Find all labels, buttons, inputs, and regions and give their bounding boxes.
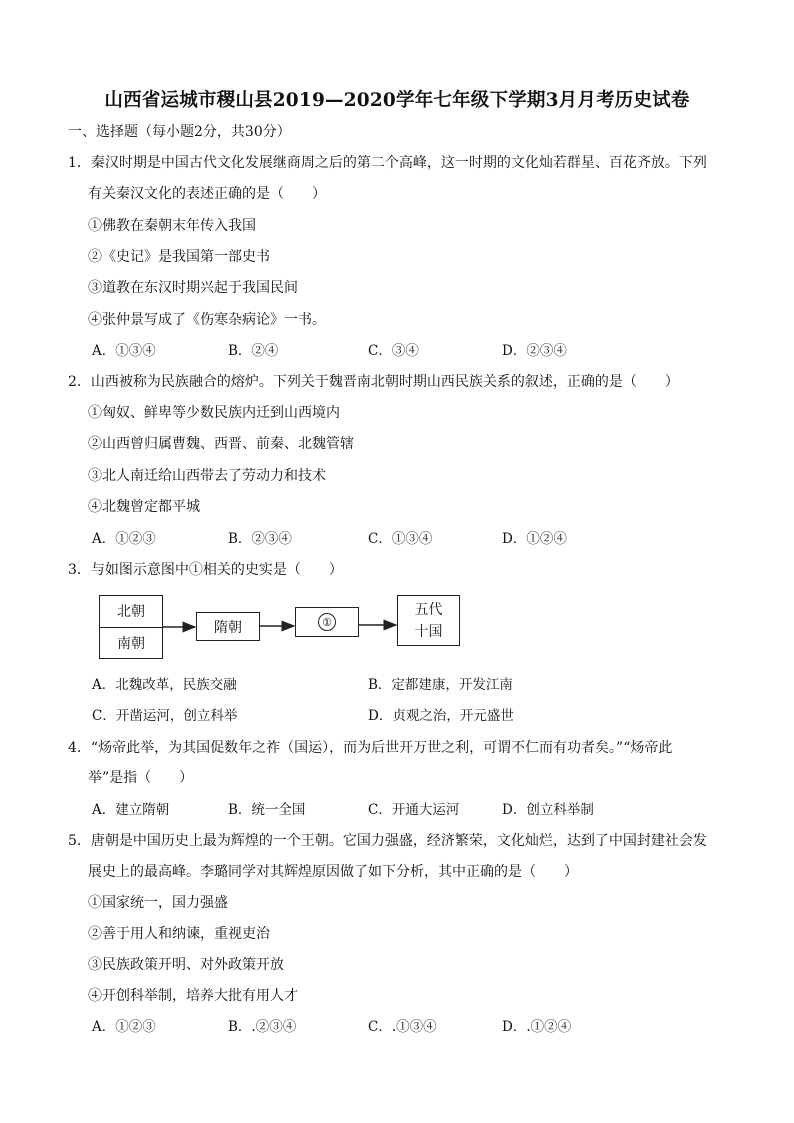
question-5-item-3: ③民族政策开明、对外政策开放	[88, 957, 284, 973]
question-1-line-2: 有关秦汉文化的表述正确的是（ ）	[88, 186, 326, 202]
question-5-line-1: 5．唐朝是中国历史上最为辉煌的一个王朝。它国力强盛，经济繁荣，文化灿烂，达到了中国封建社会发	[68, 833, 707, 849]
question-1-line-1: 1．秦汉时期是中国古代文化发展继商周之后的第二个高峰，这一时期的文化灿若群星、百花齐放。下列	[68, 155, 707, 171]
question-2-option-a: A．①②③	[92, 531, 156, 547]
question-2-item-2: ②山西曾归属曹魏、西晋、前秦、北魏管辖	[88, 436, 354, 452]
section-heading: 一、选择题（每小题2分，共30分）	[68, 124, 291, 140]
question-3-option-b: B．定都建康，开发江南	[368, 677, 513, 693]
question-4-option-a: A．建立隋朝	[92, 802, 170, 818]
question-5-option-c: C．.①③④	[368, 1019, 437, 1035]
question-5-option-a: A．①②③	[92, 1019, 156, 1035]
question-1-item-4: ④张仲景写成了《伤寒杂病论》一书。	[88, 312, 326, 328]
question-3-line-1: 3．与如图示意图中①相关的史实是（ ）	[68, 562, 343, 578]
question-1-option-a: A．①③④	[92, 343, 156, 359]
question-5-item-1: ①国家统一，国力强盛	[88, 895, 228, 911]
question-3-option-d: D．贞观之治，开元盛世	[368, 708, 514, 724]
question-1-option-b: B．②④	[228, 343, 279, 359]
diagram-label-blank: ①	[318, 613, 336, 631]
question-3-option-c: C．开凿运河，创立科举	[92, 708, 238, 724]
question-4-option-b: B．统一全国	[228, 802, 306, 818]
question-1-option-c: C．③④	[368, 343, 419, 359]
question-2-item-3: ③北人南迁给山西带去了劳动力和技术	[88, 468, 326, 484]
diagram-label-ten-kingdoms: 十国	[414, 623, 443, 640]
question-2-line-1: 2．山西被称为民族融合的熔炉。下列关于魏晋南北朝时期山西民族关系的叙述，正确的是（ ）	[68, 374, 679, 390]
exam-title: 山西省运城市稷山县2019—2020学年七年级下学期3月月考历史试卷	[104, 90, 690, 111]
question-4-line-2: 举”是指（ ）	[88, 770, 194, 786]
question-1-option-d: D．②③④	[502, 343, 567, 359]
question-1-item-1: ①佛教在秦朝末年传入我国	[88, 218, 256, 234]
question-2-item-4: ④北魏曾定都平城	[88, 499, 200, 515]
question-5-item-2: ②善于用人和纳谏，重视吏治	[88, 926, 270, 942]
question-4-option-d: D．创立科举制	[502, 802, 594, 818]
question-4-option-c: C．开通大运河	[368, 802, 460, 818]
diagram-label-north-dynasties: 北朝	[100, 596, 162, 628]
diagram-label-five-dynasties: 五代	[414, 601, 443, 618]
question-2-item-1: ①匈奴、鲜卑等少数民族内迁到山西境内	[88, 405, 340, 421]
diagram-label-sui: 隋朝	[214, 619, 242, 636]
question-1-item-3: ③道教在东汉时期兴起于我国民间	[88, 280, 298, 296]
question-3-option-a: A．北魏改革，民族交融	[92, 677, 237, 693]
question-5-item-4: ④开创科举制，培养大批有用人才	[88, 988, 298, 1004]
question-1-item-2: ②《史记》是我国第一部史书	[88, 249, 270, 265]
diagram-label-south-dynasties: 南朝	[117, 635, 145, 652]
question-5-option-d: D．.①②④	[502, 1019, 572, 1035]
question-2-option-c: C．①③④	[368, 531, 433, 547]
question-5-option-b: B．.②③④	[228, 1019, 297, 1035]
question-4-line-1: 4．“炀帝此举，为其国促数年之祚（国运），而为后世开万世之利，可谓不仁而有功者矣。”“炀帝此	[68, 740, 673, 756]
question-5-line-2: 展史上的最高峰。李璐同学对其辉煌原因做了如下分析，其中正确的是（ ）	[88, 864, 578, 880]
question-2-option-b: B．②③④	[228, 531, 292, 547]
question-2-option-d: D．①②④	[502, 531, 567, 547]
